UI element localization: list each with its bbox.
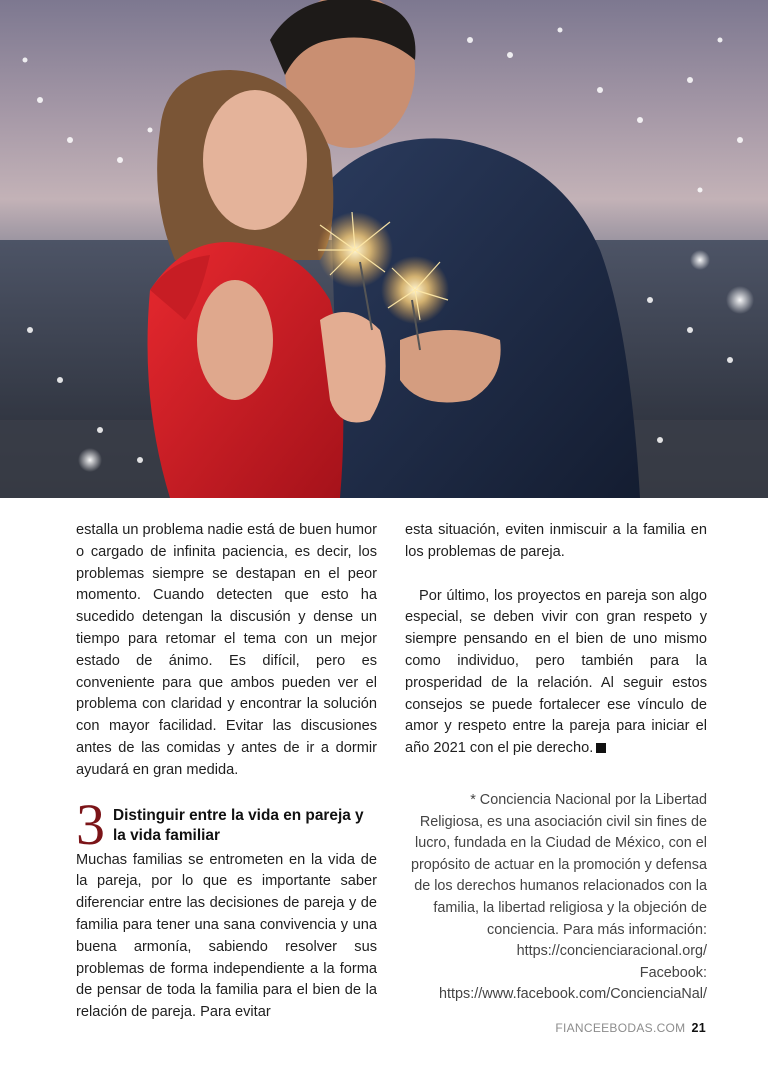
footnote-website-link[interactable]: https://concienciaracional.org/	[516, 943, 707, 960]
footnote-facebook-link[interactable]: https://www.facebook.com/ConcienciaNal/	[439, 986, 707, 1003]
footer-site-name: FIANCEEBODAS.COM	[555, 1021, 686, 1035]
footnote	[405, 790, 707, 1006]
right-column	[405, 520, 707, 1006]
end-mark-icon	[596, 743, 606, 753]
left-column	[76, 520, 377, 1024]
page-footer	[555, 1021, 706, 1035]
footnote-text: * Conciencia Nacional por la Libertad Religiosa, es una asociación civil sin fines de lucro, fundada en la Ciudad de México, con el propósito de actuar en la promoción y defensa de los derechos humanos relacionados con la familia, la libertad religiosa y la objeción de conciencia. Para más información:	[411, 791, 707, 938]
page-number: 21	[691, 1021, 706, 1035]
body-paragraph: Muchas familias se entrometen en la vida de la pareja, por lo que es importante saber diferenciar entre las decisiones de pareja y de familia para tener una sana convivencia y una buena armonía, sabiendo resolver sus problemas de forma independiente a la forma de pensar de toda la familia para el bien de la relación de pareja. Para evitar	[76, 851, 377, 1021]
section-title: Distinguir entre la vida en pareja y la vida familiar	[113, 806, 364, 844]
couple-sparklers-illustration	[0, 0, 768, 498]
body-paragraph	[405, 586, 707, 760]
hero-photo	[0, 0, 768, 498]
body-paragraph: esta situación, eviten inmiscuir a la familia en los problemas de pareja.	[405, 522, 707, 560]
section-heading	[76, 791, 377, 857]
footnote-facebook-label: Facebook:	[639, 964, 707, 981]
body-paragraph: estalla un problema nadie está de buen humor o cargado de infinita paciencia, es decir, los problemas siempre se destapan en el peor momento. Cuando detecten que esto ha sucedido detengan la discusión y dense un tiempo para retomar el tema con un mejor estado de ánimo. Es difícil, pero es conveniente para que ambos pueden ver el problema con claridad y encontrar la solución con mayor facilidad. Evitar las discusiones antes de las comidas y antes de ir a dormir ayudará en gran medida.	[76, 522, 377, 778]
closing-paragraph-text: Por último, los proyectos en pareja son algo especial, se deben vivir con gran respeto y siempre pensando en el bien de uno mismo como individuo, pero también para la prosperidad de la relación. Al seguir estos consejos se puede fortalecer ese vínculo de amor y respeto entre la pareja para iniciar el año 2021 con el pie derecho.	[405, 587, 707, 757]
section-number: 3	[76, 791, 105, 857]
